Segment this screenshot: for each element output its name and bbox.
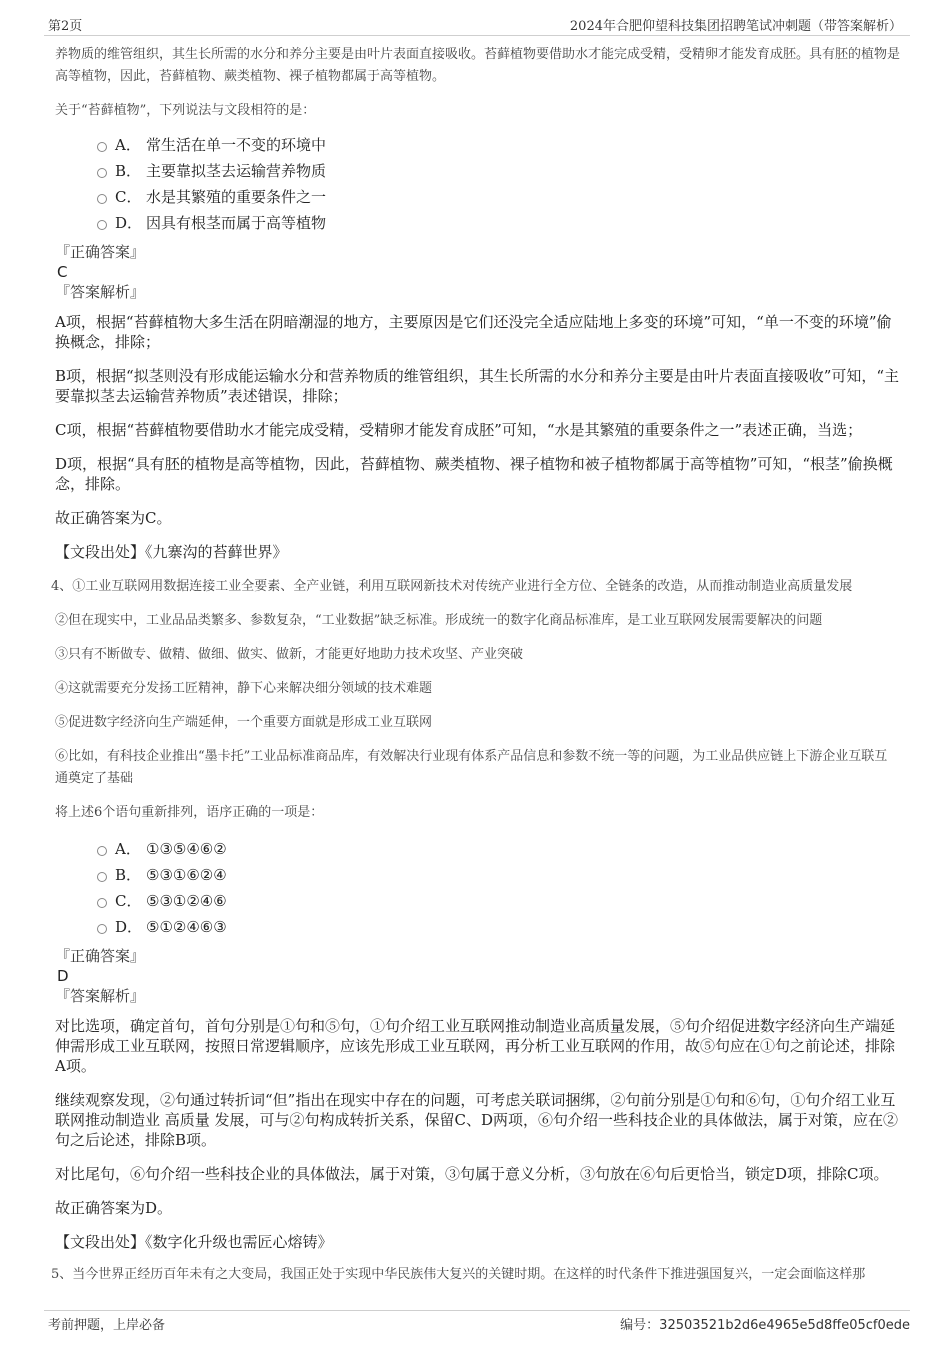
- option-text: 主要靠拟茎去运输营养物质: [146, 162, 327, 180]
- option-text: ①③⑤④⑥②: [146, 840, 227, 858]
- q3-analysis-label: 『答案解析』: [55, 283, 146, 301]
- q3-conclusion: 故正确答案为C。: [55, 509, 172, 527]
- q4-sentence-3: ③只有不断做专、做精、做细、做实、做新，才能更好地助力技术攻坚、产业突破: [55, 647, 524, 662]
- q4-conclusion: 故正确答案为D。: [55, 1199, 173, 1217]
- q4-sentences: [51, 576, 900, 790]
- q3-analysis-b: B项，根据“拟茎则没有形成能运输水分和营养物质的维管组织，其生长所需的水分和养分主要是由叶片表面直接吸收”可知，“主要靠拟茎去运输营养物质”表述错误，排除；: [55, 367, 900, 405]
- radio-icon[interactable]: [97, 898, 107, 908]
- q4-sentence-5: ⑤促进数字经济向生产端延伸，一个重要方面就是形成工业互联网: [55, 715, 433, 730]
- page-footer: [44, 1310, 910, 1335]
- q3-option-d[interactable]: [55, 210, 900, 236]
- page-number: 第2页: [48, 19, 83, 34]
- q4-sentence-2: ②但在现实中，工业品品类繁多、参数复杂，“工业数据”缺乏标准。形成统一的数字化商品标准库，是工业互联网发展需要解决的问题: [55, 613, 823, 628]
- q4-analysis-3: 对比尾句，⑥句介绍一些科技企业的具体做法，属于对策，③句属于意义分析，③句放在⑥句后更恰当，锁定D项，排除C项。: [55, 1165, 889, 1183]
- option-text: 因具有根茎而属于高等植物: [146, 214, 327, 232]
- q3-answer-label: 『正确答案』: [55, 243, 146, 261]
- option-letter: C．: [115, 892, 142, 910]
- option-letter: D．: [115, 214, 143, 232]
- document-title: 2024年合肥仰望科技集团招聘笔试冲刺题（带答案解析）: [569, 19, 902, 34]
- radio-icon[interactable]: [97, 220, 107, 230]
- q4-analysis-2: 继续观察发现，②句通过转折词“但”指出在现实中存在的问题，可考虑关联词捆绑，②句前分别是①句和⑥句，①句介绍工业互联网推动制造业 高质量 发展，可与②句构成转折关系，保留C、D两项，⑥句介绍一些科技企业的具体做法，属于对策，应在②句之后论述，排除B项。: [55, 1091, 899, 1149]
- q5-intro: 5、当今世界正经历百年未有之大变局，我国正处于实现中华民族伟大复兴的关键时期。在这样的时代条件下推进强国复兴，一定会面临这样那: [51, 1267, 866, 1282]
- q3-options: [55, 132, 900, 236]
- radio-icon[interactable]: [97, 194, 107, 204]
- page-content: [51, 44, 901, 1286]
- q4-option-b[interactable]: [55, 862, 900, 888]
- option-letter: B．: [115, 866, 142, 884]
- code-label: 编号：: [620, 1318, 660, 1333]
- q3-option-b[interactable]: [55, 158, 900, 184]
- q3-analysis: [55, 312, 900, 528]
- page-header: [44, 13, 910, 36]
- q3-passage: 养物质的维管组织，其生长所需的水分和养分主要是由叶片表面直接吸收。苔藓植物要借助水才能完成受精，受精卵才能发育成胚。具有胚的植物是高等植物，因此，苔藓植物、蕨类植物、裸子植物都属于高等植物。: [55, 47, 901, 84]
- radio-icon[interactable]: [97, 872, 107, 882]
- option-letter: B．: [115, 162, 142, 180]
- q4-analysis-1: 对比选项，确定首句，首句分别是①句和⑤句，①句介绍工业互联网推动制造业高质量发展，⑤句介绍促进数字经济向生产端延伸需形成工业互联网，按照日常逻辑顺序，应该先形成工业互联网，再分析工业互联网的作用，故⑤句应在①句之前论述，排除A项。: [55, 1017, 896, 1075]
- code-value: 32503521b2d6e4965e5d8ffe05cf0ede: [659, 1318, 910, 1333]
- q4-sentence-1: 4、①工业互联网用数据连接工业全要素、全产业链，利用互联网新技术对传统产业进行全方位、全链条的改造，从而推动制造业高质量发展: [51, 579, 853, 594]
- q4-sentence-6: ⑥比如，有科技企业推出“墨卡托”工业品标准商品库，有效解决行业现有体系产品信息和参数不统一等的问题，为工业品供应链上下游企业互联互通奠定了基础: [55, 749, 888, 786]
- q4-option-d[interactable]: [55, 914, 900, 940]
- option-text: 水是其繁殖的重要条件之一: [146, 188, 327, 206]
- q4-stem: 将上述6个语句重新排列，语序正确的一项是：: [55, 805, 324, 820]
- q3-stem: 关于“苔藓植物”，下列说法与文段相符的是：: [55, 103, 316, 118]
- option-letter: A．: [115, 136, 141, 154]
- option-letter: A．: [115, 840, 141, 858]
- radio-icon[interactable]: [97, 168, 107, 178]
- option-letter: D．: [115, 918, 143, 936]
- radio-icon[interactable]: [97, 924, 107, 934]
- q4-option-c[interactable]: [55, 888, 900, 914]
- q3-option-c[interactable]: [55, 184, 900, 210]
- option-text: 常生活在单一不变的环境中: [146, 136, 327, 154]
- q4-source: 【文段出处】《数字化升级也需匠心熔铸》: [55, 1233, 333, 1251]
- q4-sentence-4: ④这就需要充分发扬工匠精神，静下心来解决细分领域的技术难题: [55, 681, 433, 696]
- q4-analysis-label: 『答案解析』: [55, 987, 146, 1005]
- q4-analysis: [55, 1016, 900, 1218]
- q3-source: 【文段出处】《九寨沟的苔藓世界》: [55, 543, 288, 561]
- q4-answer-label: 『正确答案』: [55, 947, 146, 965]
- q3-analysis-c: C项，根据“苔藓植物要借助水才能完成受精，受精卵才能发育成胚”可知，“水是其繁殖的重要条件之一”表述正确，当选；: [55, 421, 863, 439]
- q4-options: [55, 836, 900, 940]
- option-text: ⑤③①②④⑥: [146, 892, 227, 910]
- option-text: ⑤③①⑥②④: [146, 866, 227, 884]
- option-letter: C．: [115, 188, 142, 206]
- document-code: [620, 1314, 910, 1333]
- q3-analysis-a: A项，根据“苔藓植物大多生活在阴暗潮湿的地方，主要原因是它们还没完全适应陆地上多变的环境”可知，“单一不变的环境”偷换概念，排除；: [55, 313, 892, 351]
- q4-option-a[interactable]: [55, 836, 900, 862]
- radio-icon[interactable]: [97, 846, 107, 856]
- q3-answer: C: [57, 263, 68, 281]
- q3-option-a[interactable]: [55, 132, 900, 158]
- option-text: ⑤①②④⑥③: [146, 918, 227, 936]
- footer-slogan: 考前押题，上岸必备: [48, 1318, 166, 1333]
- radio-icon[interactable]: [97, 142, 107, 152]
- q3-analysis-d: D项，根据“具有胚的植物是高等植物，因此，苔藓植物、蕨类植物、裸子植物和被子植物都属于高等植物”可知，“根茎”偷换概念，排除。: [55, 455, 893, 493]
- q4-answer: D: [57, 967, 69, 985]
